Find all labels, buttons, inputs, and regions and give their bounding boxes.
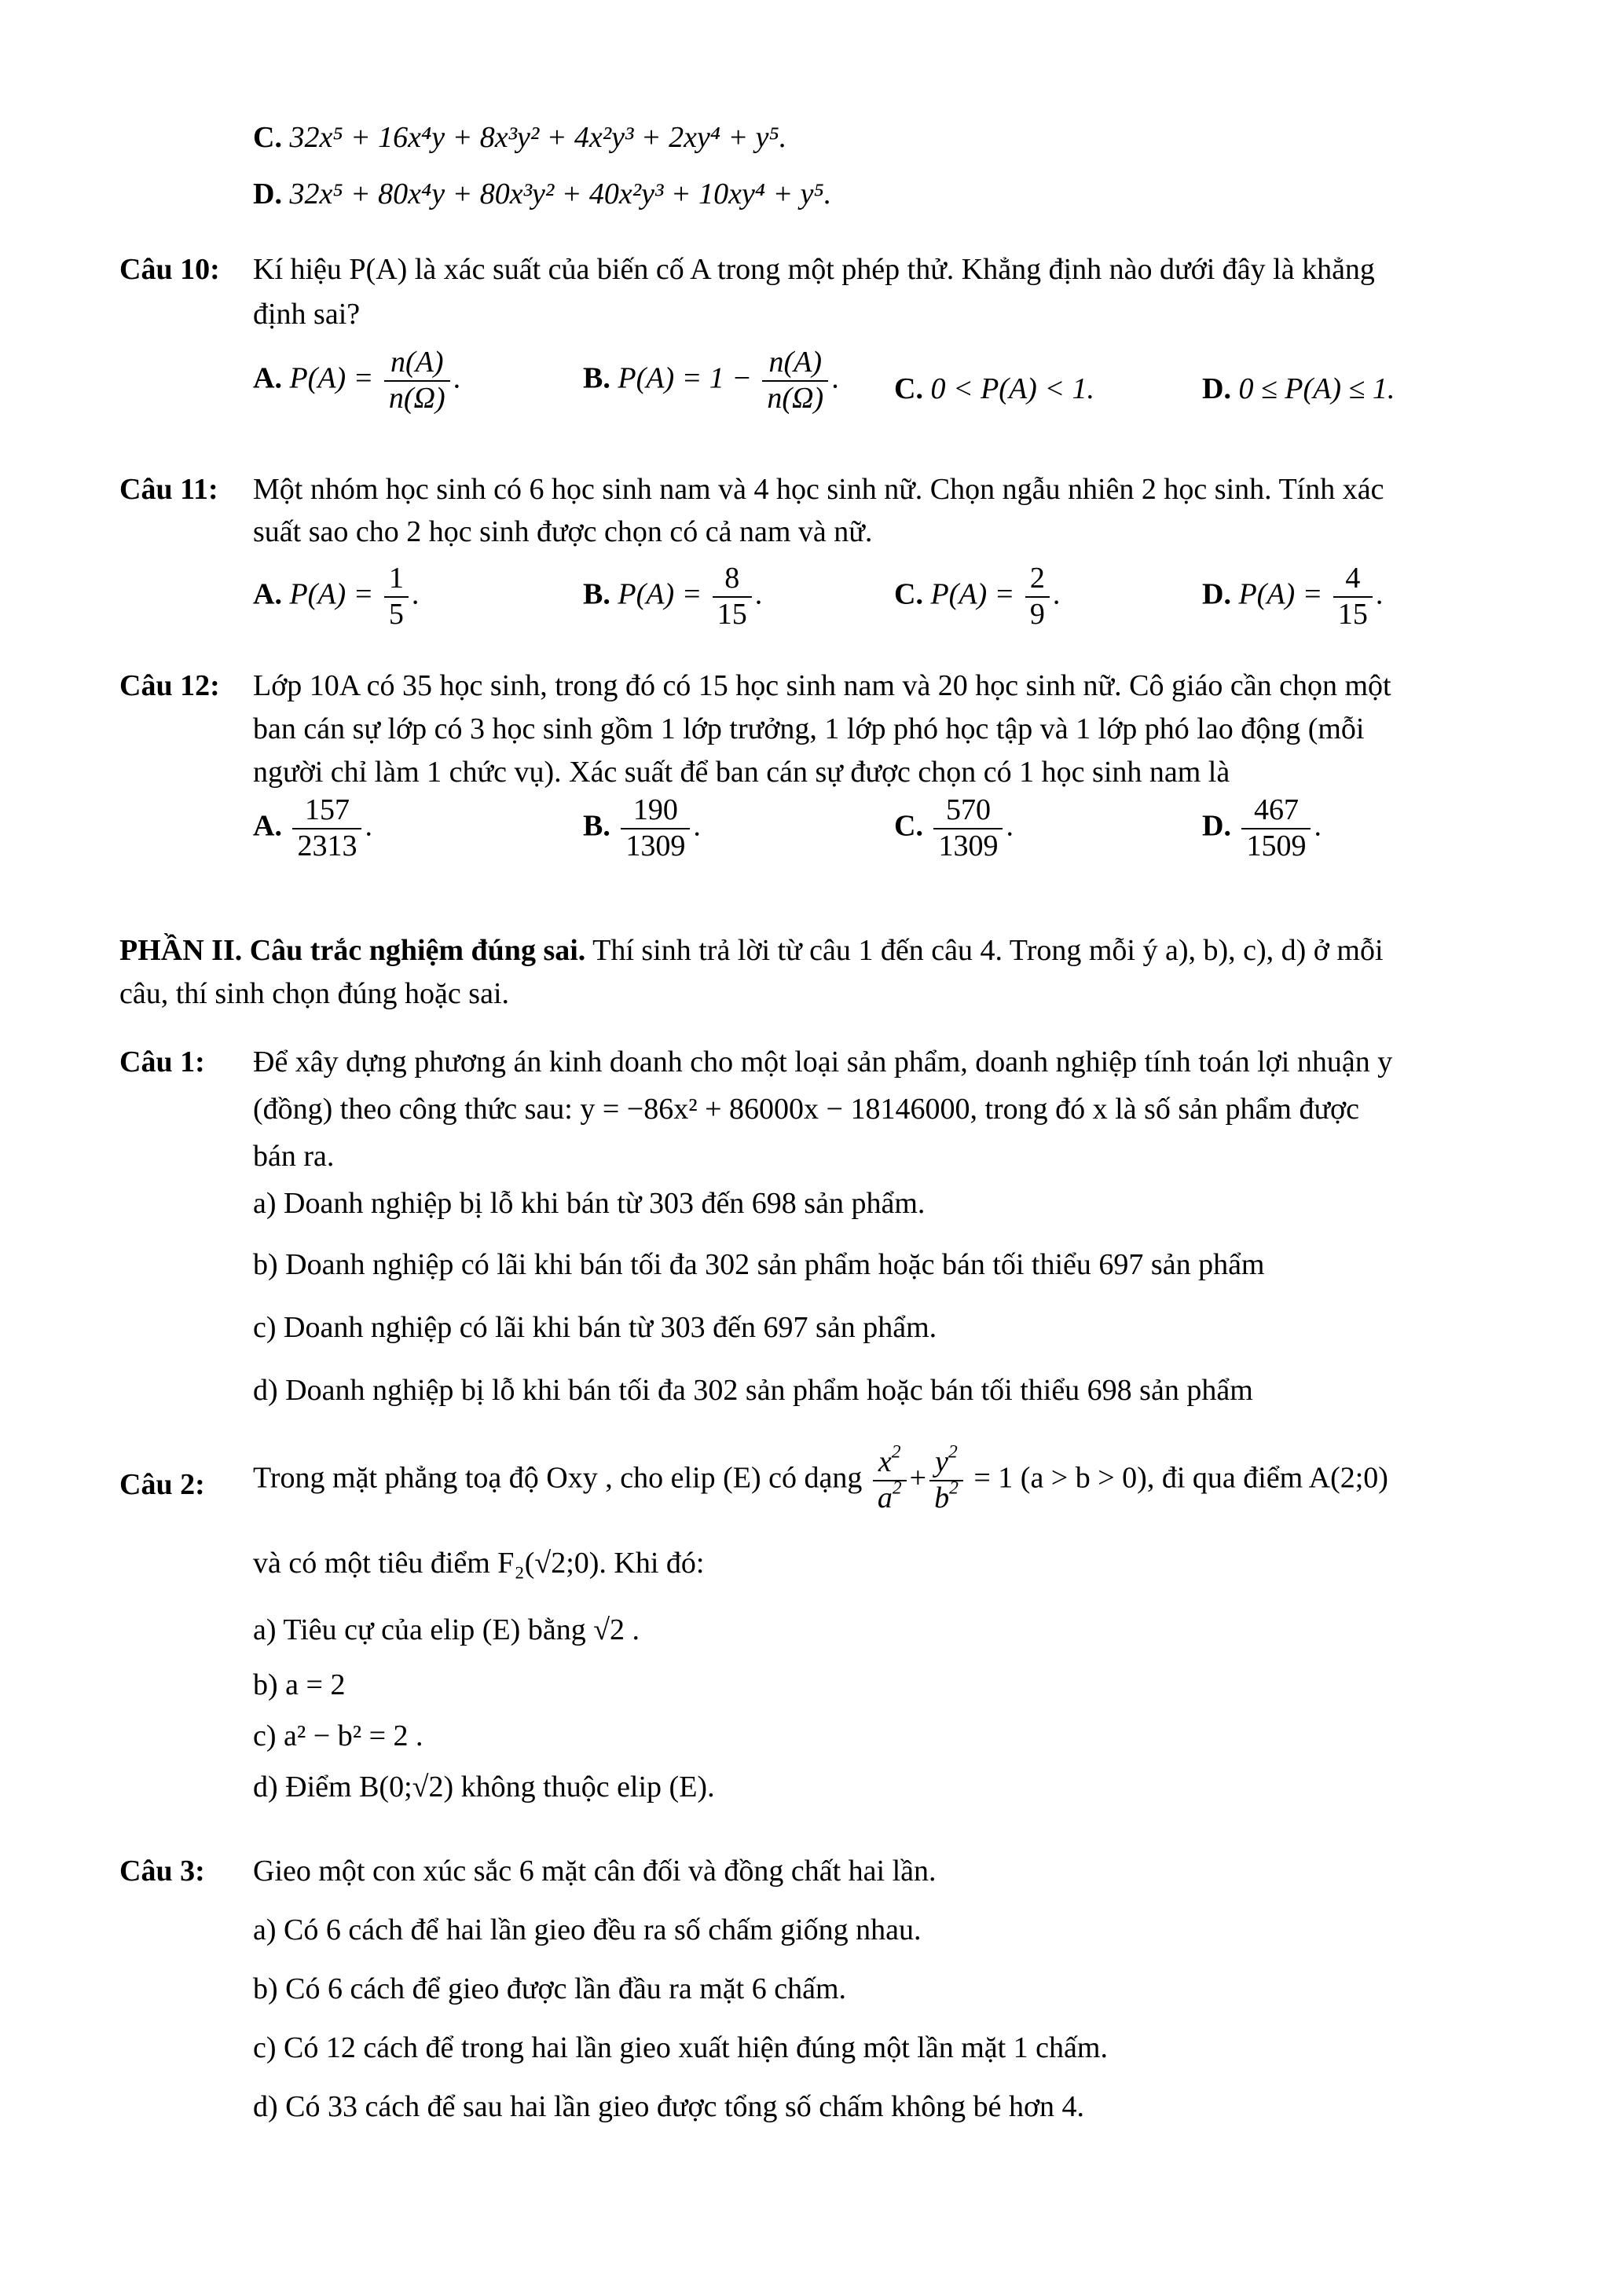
q10-option-c: [894, 369, 1094, 409]
option-label: D.: [1202, 809, 1231, 843]
q11-stem-line1: Một nhóm học sinh có 6 học sinh nam và 4 học sinh nữ. Chọn ngẫu nhiên 2 học sinh. Tính xác: [253, 473, 1384, 506]
option-label: A.: [253, 577, 282, 611]
q12-stem-line2: ban cán sự lớp có 3 học sinh gồm 1 lớp trưởng, 1 lớp phó học tập và 1 lớp phó lao động (mỗi: [253, 712, 1365, 745]
c1-stem-line3: bán ra.: [253, 1140, 335, 1173]
option-lhs: P(A) =: [1238, 577, 1323, 611]
option-text: 32x⁵ + 80x⁴y + 80x³y² + 40x²y³ + 10xy⁴ + y⁵.: [289, 178, 832, 211]
c1-statement-b: b) Doanh nghiệp có lãi khi bán tối đa 302 sản phẩm hoặc bán tối thiểu 697 sản phẩm: [253, 1248, 1265, 1281]
option-text: 0 ≤ P(A) ≤ 1.: [1238, 372, 1395, 405]
option-label: A.: [253, 361, 282, 395]
c2-statement-c: c) a² − b² = 2 .: [253, 1719, 423, 1752]
option-label: A.: [253, 809, 282, 843]
part2-question-2: [119, 1465, 205, 1505]
q12-option-c: C. $\frac{570}{1309}$ .: [894, 793, 1014, 862]
question-10: [119, 250, 220, 290]
option-label: C.: [894, 577, 923, 611]
q12-stem-line3: người chỉ làm 1 chức vụ). Xác suất để ban cán sự được chọn có 1 học sinh nam là: [253, 756, 1230, 789]
option-label: D.: [253, 178, 282, 211]
prev-option-d: [253, 174, 831, 214]
c2-stem-line2: và có một tiêu điểm F₂(√2;0). Khi đó:: [253, 1547, 705, 1580]
question-label: Câu 12:: [119, 669, 220, 702]
c1-statement-d: d) Doanh nghiệp bị lỗ khi bán tối đa 302 sản phẩm hoặc bán tối thiểu 698 sản phẩm: [253, 1374, 1253, 1407]
fraction: $\frac{n(A)}{n(\Omega)}$: [384, 346, 450, 416]
fraction: $\frac{570}{1309}$: [933, 793, 1003, 863]
q12-option-b: B. $\frac{190}{1309}$ .: [583, 793, 701, 862]
q12-option-d: D. $\frac{467}{1509}$ .: [1202, 793, 1322, 862]
c3-stem-line1: Gieo một con xúc sắc 6 mặt cân đối và đồng chất hai lần.: [253, 1855, 937, 1888]
fraction: $\frac{467}{1509}$: [1241, 793, 1311, 863]
q10-stem-line1: Kí hiệu P(A) là xác suất của biến cố A trong một phép thử. Khẳng định nào dưới đây là khẳng: [253, 253, 1375, 286]
part2-question-3: [119, 1851, 205, 1891]
q10-option-b: B. P(A) = 1 − $\frac{n(A)}{n(\Omega)}$ .: [583, 346, 839, 415]
c3-statement-d: d) Có 33 cách để sau hai lần gieo được tổng số chấm không bé hơn 4.: [253, 2090, 1085, 2123]
option-lhs: P(A) =: [618, 577, 702, 611]
prev-option-c: [253, 118, 786, 158]
fraction: $\frac{4}{15}$: [1333, 562, 1373, 632]
q12-option-a: A. $\frac{157}{2313}$ .: [253, 793, 372, 862]
part2-title: PHẦN II. Câu trắc nghiệm đúng sai.: [119, 934, 586, 967]
fraction: $\frac{157}{2313}$: [292, 793, 361, 863]
c1-statement-a: a) Doanh nghiệp bị lỗ khi bán từ 303 đến 698 sản phẩm.: [253, 1187, 926, 1220]
c2-stem-text: Trong mặt phẳng toạ độ Oxy , cho elip (E) có dạng: [253, 1461, 863, 1495]
option-label: C.: [253, 121, 282, 154]
q11-option-c: C. P(A) = $\frac{2}{9}$ .: [894, 562, 1061, 631]
fraction: $\frac{1}{5}$: [384, 562, 409, 632]
question-label: Câu 11:: [119, 473, 218, 506]
q11-option-d: D. P(A) = $\frac{4}{15}$ .: [1202, 562, 1384, 631]
c2-statement-a: a) Tiêu cự của elip (E) bằng √2 .: [253, 1613, 640, 1646]
fraction: $\frac{8}{15}$: [713, 562, 752, 632]
option-lhs: P(A) =: [289, 361, 374, 395]
q10-option-a: A. P(A) = $\frac{n(A)}{n(\Omega)}$ .: [253, 346, 461, 415]
option-label: B.: [583, 577, 610, 611]
option-label: B.: [583, 809, 610, 843]
option-label: C.: [894, 809, 923, 843]
c3-statement-b: b) Có 6 cách để gieo được lần đầu ra mặt 6 chấm.: [253, 1972, 847, 2005]
option-label: C.: [894, 372, 923, 405]
option-lhs: P(A) = 1 −: [618, 361, 752, 395]
q11-stem-line2: suất sao cho 2 học sinh được chọn có cả nam và nữ.: [253, 515, 873, 548]
part2-intro: Thí sinh trả lời từ câu 1 đến câu 4. Trong mỗi ý a), b), c), d) ở mỗi: [585, 934, 1384, 967]
c3-statement-c: c) Có 12 cách để trong hai lần gieo xuất hiện đúng một lần mặt 1 chấm.: [253, 2031, 1108, 2064]
c1-stem-line2: (đồng) theo công thức sau: y = −86x² + 86000x − 18146000, trong đó x là số sản phẩm được: [253, 1093, 1360, 1126]
part2-heading: [119, 931, 1384, 971]
fraction: $\frac{190}{1309}$: [621, 793, 690, 863]
option-label: D.: [1202, 577, 1231, 611]
c2-stem-line1: Trong mặt phẳng toạ độ Oxy , cho elip (E) có dạng $\frac{x^2}{a^2}$ + $\frac{y^2}{b^2}$ = 1 (a > b > 0), đi qua điểm A(2;0): [253, 1441, 1388, 1514]
fraction: $\frac{2}{9}$: [1025, 562, 1050, 632]
ellipse-y-fraction: $\frac{y^2}{b^2}$: [929, 1445, 963, 1515]
c2-statement-b: b) a = 2: [253, 1668, 346, 1701]
q11-option-b: B. P(A) = $\frac{8}{15}$ .: [583, 562, 763, 631]
question-label: Câu 3:: [119, 1855, 205, 1888]
c2-stem-text-end: = 1 (a > b > 0), đi qua điểm A(2;0): [973, 1461, 1388, 1495]
option-label: D.: [1202, 372, 1231, 405]
c1-stem-line1: Để xây dựng phương án kinh doanh cho một loại sản phẩm, doanh nghiệp tính toán lợi nhuận y: [253, 1045, 1393, 1078]
part2-intro-line2: câu, thí sinh chọn đúng hoặc sai.: [119, 977, 510, 1010]
option-text: 32x⁵ + 16x⁴y + 8x³y² + 4x²y³ + 2xy⁴ + y⁵.: [289, 121, 787, 154]
q10-option-d: [1202, 369, 1395, 409]
question-label: Câu 2:: [119, 1468, 205, 1501]
question-label: Câu 10:: [119, 253, 220, 286]
q12-stem-line1: Lớp 10A có 35 học sinh, trong đó có 15 học sinh nam và 20 học sinh nữ. Cô giáo cần chọn một: [253, 669, 1391, 702]
option-lhs: P(A) =: [930, 577, 1015, 611]
q11-option-a: A. P(A) = $\frac{1}{5}$ .: [253, 562, 420, 631]
question-11: [119, 470, 218, 510]
fraction: $\frac{n(A)}{n(\Omega)}$: [762, 346, 828, 416]
question-12: [119, 666, 220, 706]
question-label: Câu 1:: [119, 1045, 205, 1078]
q10-stem-line2: định sai?: [253, 298, 361, 331]
c3-statement-a: a) Có 6 cách để hai lần gieo đều ra số chấm giống nhau.: [253, 1913, 922, 1946]
option-lhs: P(A) =: [289, 577, 374, 611]
option-text: 0 < P(A) < 1.: [930, 372, 1094, 405]
ellipse-x-fraction: $\frac{x^2}{a^2}$: [873, 1445, 907, 1515]
c1-statement-c: c) Doanh nghiệp có lãi khi bán từ 303 đến 697 sản phẩm.: [253, 1311, 937, 1344]
part2-question-1: [119, 1042, 205, 1082]
option-label: B.: [583, 361, 610, 395]
c2-statement-d: d) Điểm B(0;√2) không thuộc elip (E).: [253, 1771, 715, 1803]
